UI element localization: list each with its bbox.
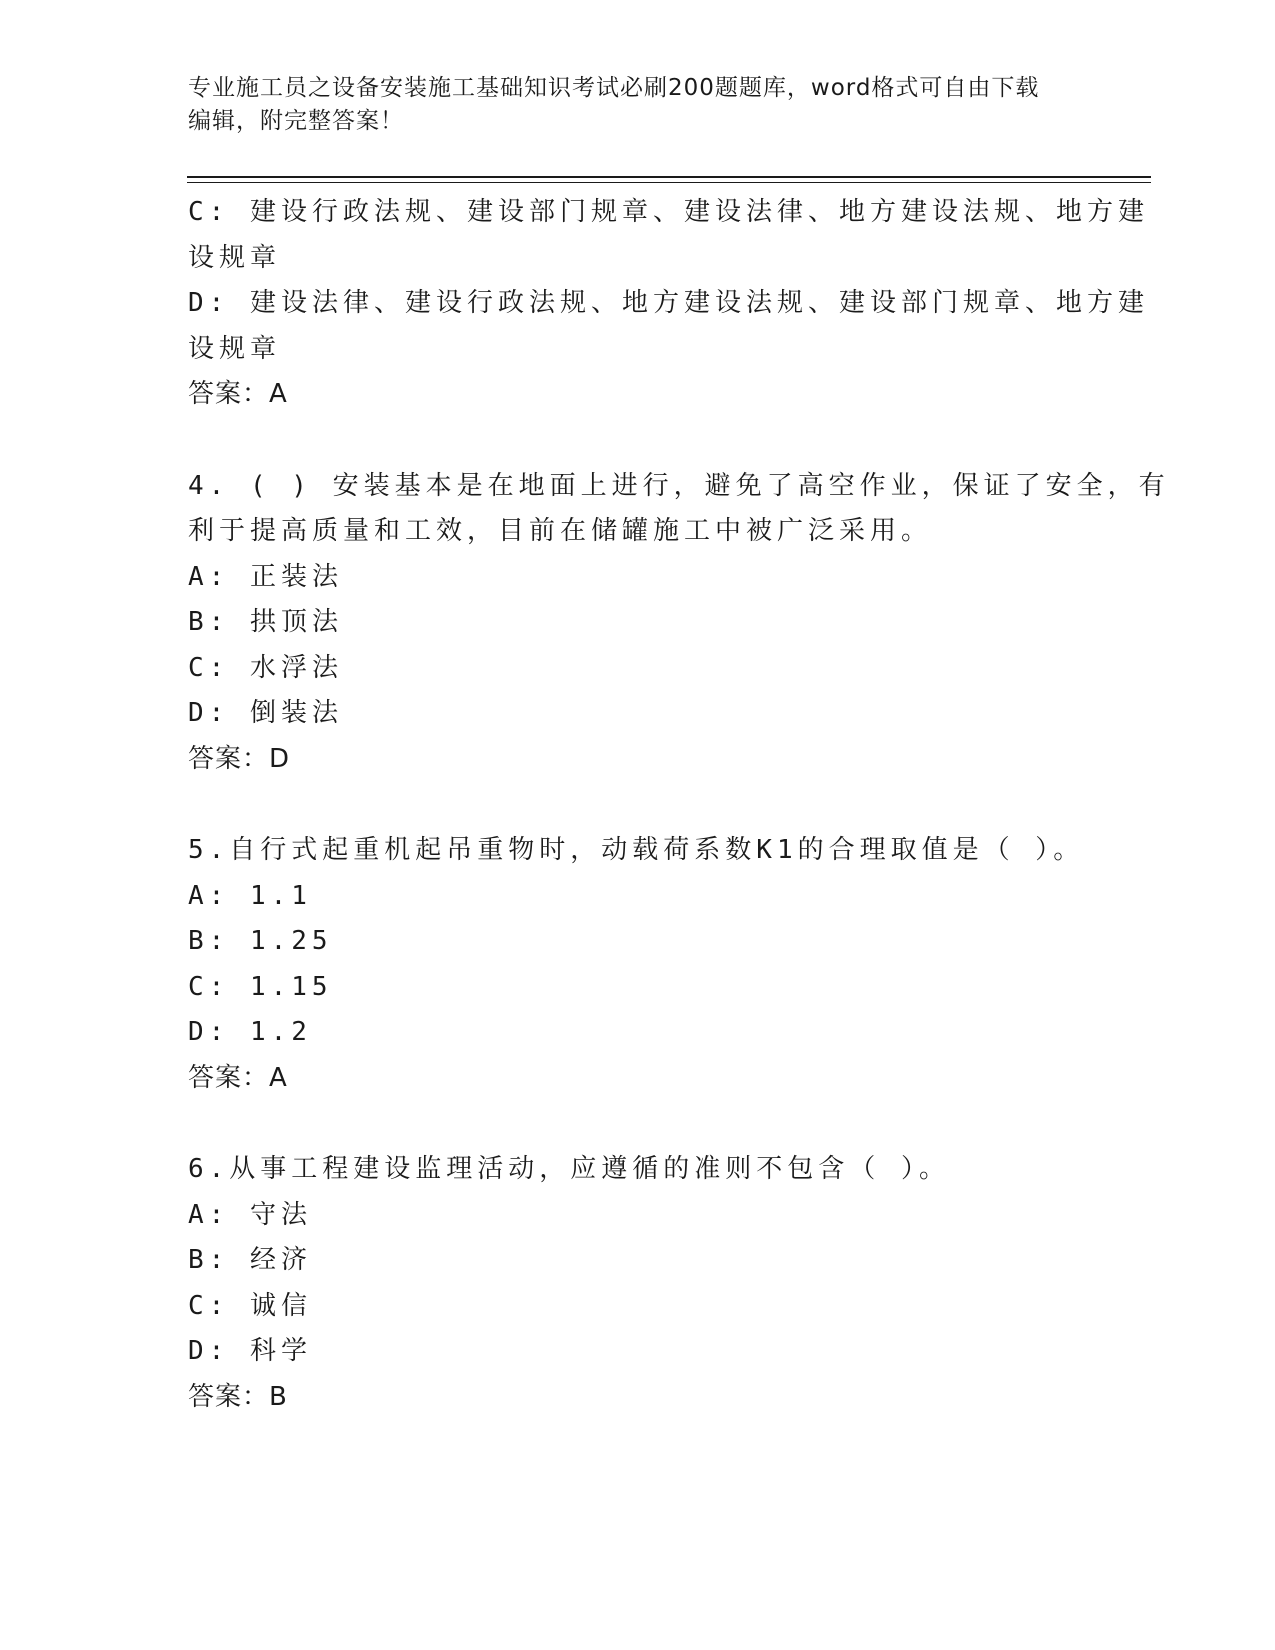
document-header: [188, 72, 1088, 138]
header-title-line-1: 专业施工员之设备安装施工基础知识考试必刷200题题库，word格式可自由下载: [188, 75, 1040, 101]
question-content: [188, 190, 1170, 1420]
q3-option-d-line-1: D: 建设法律、建设行政法规、地方建设法规、建设部门规章、地方建: [188, 288, 1149, 318]
spacer: [188, 1101, 1088, 1147]
q4-option-b: B: 拱顶法: [188, 607, 343, 637]
question-5: [188, 828, 1088, 1101]
q4-option-a: A: 正装法: [188, 561, 343, 592]
q6-option-a: A: 守法: [188, 1199, 312, 1230]
q4-answer: 答案：D: [188, 743, 291, 774]
q4-option-d: D: 倒装法: [188, 698, 343, 728]
q5-option-b: B: 1.25: [188, 926, 333, 956]
q3-option-c-line-1: C: 建设行政法规、建设部门规章、建设法律、地方建设法规、地方建: [188, 197, 1149, 227]
question-6: [188, 1147, 1088, 1420]
q4-option-c: C: 水浮法: [188, 652, 343, 683]
q3-option-c-line-2: 设规章: [188, 242, 282, 273]
q5-option-d: D: 1.2: [188, 1017, 312, 1047]
q5-stem: 5.自行式起重机起吊重物时，动载荷系数K1的合理取值是（ ）。: [188, 835, 1085, 865]
q6-stem: 6.从事工程建设监理活动，应遵循的准则不包含（ ）。: [188, 1154, 950, 1184]
q4-stem-line-2: 利于提高质量和工效，目前在储罐施工中被广泛采用。: [188, 516, 933, 546]
question-3-continued: [188, 190, 1149, 418]
q4-stem-line-1: 4. ( ) 安装基本是在地面上进行，避免了高空作业，保证了安全，有: [188, 470, 1170, 501]
q5-option-c: C: 1.15: [188, 971, 333, 1002]
header-divider-thin: [187, 182, 1151, 183]
q6-option-d: D: 科学: [188, 1336, 312, 1366]
header-divider-thick: [187, 176, 1151, 178]
q6-option-c: C: 诚信: [188, 1290, 312, 1321]
q6-option-b: B: 经济: [188, 1245, 312, 1275]
q6-answer: 答案：B: [188, 1381, 288, 1412]
spacer: [188, 418, 1088, 464]
spacer: [188, 782, 1088, 828]
q3-option-d-line-2: 设规章: [188, 333, 282, 364]
q5-answer: 答案：A: [188, 1062, 288, 1093]
q5-option-a: A: 1.1: [188, 880, 312, 911]
header-title-line-2: 编辑，附完整答案！: [188, 108, 404, 134]
q3-answer: 答案：A: [188, 379, 288, 409]
question-4: [188, 464, 1170, 783]
